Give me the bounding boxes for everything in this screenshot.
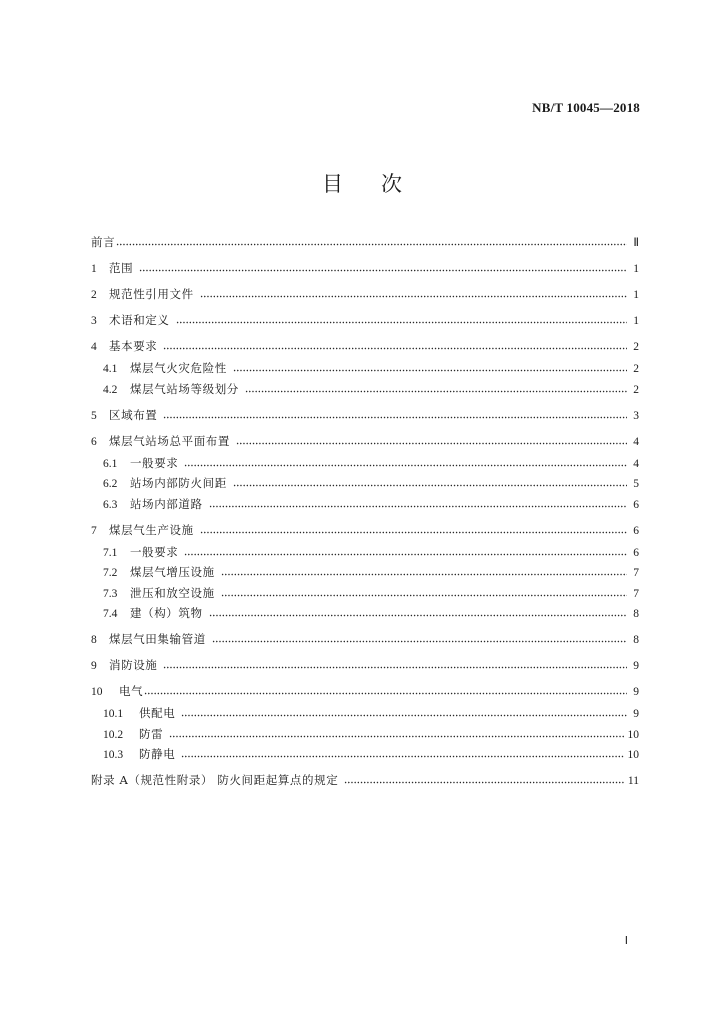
toc-page-number: 9 [633,660,639,672]
toc-entry-label: 煤层气增压设施 [130,565,215,579]
dot-leader [212,640,627,643]
toc-page-number: 2 [633,383,639,396]
dot-leader [181,755,623,758]
toc-entry-4[interactable] [91,337,639,356]
title-char-1: 目 [322,172,343,196]
toc-section-number: 6 [91,435,97,448]
page-title [0,168,724,198]
toc-entry-label: 电气 [119,684,144,698]
toc-entry-preface[interactable] [91,233,639,252]
toc-entry-1[interactable] [91,259,639,278]
toc-entry-9[interactable] [91,656,639,675]
dot-leader [116,243,627,246]
dot-leader [169,735,623,738]
toc-entry-4-2[interactable] [91,380,639,399]
toc-page-number: 2 [633,363,639,375]
toc-page-number: Ⅱ [633,237,639,249]
toc-page-number: 6 [633,524,639,537]
toc-section-number: 4.1 [103,363,118,375]
toc-entry-appendix-a[interactable] [91,771,639,790]
toc-page-number: 7 [633,587,639,600]
toc-entry-label: 基本要求 [109,339,158,353]
toc-page-number: 10 [627,728,639,741]
dot-leader [236,442,627,445]
toc-page-number: 6 [633,498,639,511]
toc-section-number: 4 [91,341,97,353]
toc-page-number: 2 [633,341,639,353]
dot-leader [163,666,627,669]
toc-section-number: 3 [91,315,97,327]
toc-entry-label: 防静电 [139,747,176,761]
toc-entry-label: 术语和定义 [109,313,170,327]
toc-page-number: 4 [633,457,639,470]
toc-entry-10-1[interactable] [91,704,639,723]
toc-entry-7-3[interactable] [91,584,639,603]
toc-entry-label: 煤层气田集输管道 [109,632,206,646]
toc-entry-label: 范围 [109,261,134,275]
toc-section-number: 4.2 [103,383,118,396]
toc-entry-5[interactable] [91,406,639,425]
toc-entry-6-3[interactable] [91,495,639,514]
toc-section-number: 10.1 [103,708,124,720]
toc-page-number: 1 [633,289,639,301]
toc-entry-label: 消防设施 [109,658,158,672]
table-of-contents [91,233,639,790]
dot-leader [209,614,627,617]
toc-section-number: 10 [91,686,103,698]
dot-leader [233,369,627,372]
dot-leader [209,505,627,508]
toc-entry-6-1[interactable] [91,454,639,473]
toc-entry-label: 规范性引用文件 [109,287,194,301]
dot-leader [221,573,627,576]
dot-leader [184,553,627,556]
toc-entry-label: 供配电 [139,706,176,720]
dot-leader [163,416,627,419]
toc-entry-8[interactable] [91,630,639,649]
toc-page-number: 5 [633,478,639,490]
dot-leader [245,390,627,393]
toc-section-number: 6.1 [103,457,118,470]
toc-page-number: 4 [633,435,639,448]
toc-entry-label: 防雷 [139,726,164,741]
toc-entry-6[interactable] [91,432,639,451]
toc-entry-label: 煤层气站场等级划分 [130,381,239,396]
toc-entry-label: 泄压和放空设施 [130,585,215,600]
toc-page-number: 1 [633,263,639,275]
toc-section-number: 9 [91,660,97,672]
toc-entry-label: 附录 A（规范性附录） 防火间距起算点的规定 [91,773,339,787]
toc-section-number: 1 [91,263,97,275]
toc-entry-label: 前言 [91,235,116,249]
toc-section-number: 8 [91,634,97,646]
toc-entry-10-3[interactable] [91,745,639,764]
toc-page-number: 11 [627,775,639,787]
toc-section-number: 10.2 [103,728,124,741]
toc-entry-6-2[interactable] [91,474,639,493]
dot-leader [139,269,627,272]
toc-entry-7-4[interactable] [91,604,639,623]
dot-leader [184,464,627,467]
dot-leader [200,295,627,298]
dot-leader [233,484,627,487]
toc-section-number: 6.2 [103,478,118,490]
page-number: Ⅰ [624,935,628,947]
toc-page-number: 1 [633,315,639,327]
toc-entry-10[interactable] [91,682,639,701]
dot-leader [176,321,628,324]
dot-leader [344,781,624,784]
toc-section-number: 7.1 [103,546,118,559]
toc-page-number: 8 [633,634,639,646]
toc-entry-label: 建（构）筑物 [130,606,203,620]
toc-section-number: 10.3 [103,749,124,761]
toc-page-number: 8 [633,608,639,620]
toc-entry-label: 煤层气站场总平面布置 [109,433,230,448]
toc-page-number: 10 [627,749,639,761]
toc-section-number: 6.3 [103,498,118,511]
dot-leader [200,531,627,534]
dot-leader [221,594,627,597]
toc-entry-label: 站场内部防火间距 [130,476,227,490]
toc-entry-label: 站场内部道路 [130,496,203,511]
toc-entry-4-1[interactable] [91,359,639,378]
toc-page-number: 6 [633,546,639,559]
toc-entry-10-2[interactable] [91,725,639,744]
toc-entry-label: 煤层气生产设施 [109,522,194,537]
toc-page-number: 9 [633,708,639,720]
toc-section-number: 7.3 [103,587,118,600]
toc-entry-7-2[interactable] [91,563,639,582]
dot-leader [144,692,627,695]
dot-leader [163,347,627,350]
toc-section-number: 7.4 [103,608,118,620]
toc-entry-2[interactable] [91,285,639,304]
toc-entry-label: 区域布置 [109,407,158,422]
standard-code: NB/T 10045—2018 [532,100,640,115]
toc-entry-7-1[interactable] [91,543,639,562]
toc-page-number: 3 [633,409,639,422]
toc-page-number: 7 [633,567,639,579]
toc-section-number: 7 [91,524,97,537]
toc-entry-label: 一般要求 [130,544,179,559]
toc-page-number: 9 [633,686,639,698]
title-char-2: 次 [381,172,402,196]
toc-section-number: 5 [91,409,97,422]
toc-entry-3[interactable] [91,311,639,330]
toc-section-number: 2 [91,289,97,301]
dot-leader [181,714,627,717]
toc-entry-7[interactable] [91,521,639,540]
toc-section-number: 7.2 [103,567,118,579]
toc-entry-label: 一般要求 [130,455,179,470]
toc-entry-label: 煤层气火灾危险性 [130,361,227,375]
